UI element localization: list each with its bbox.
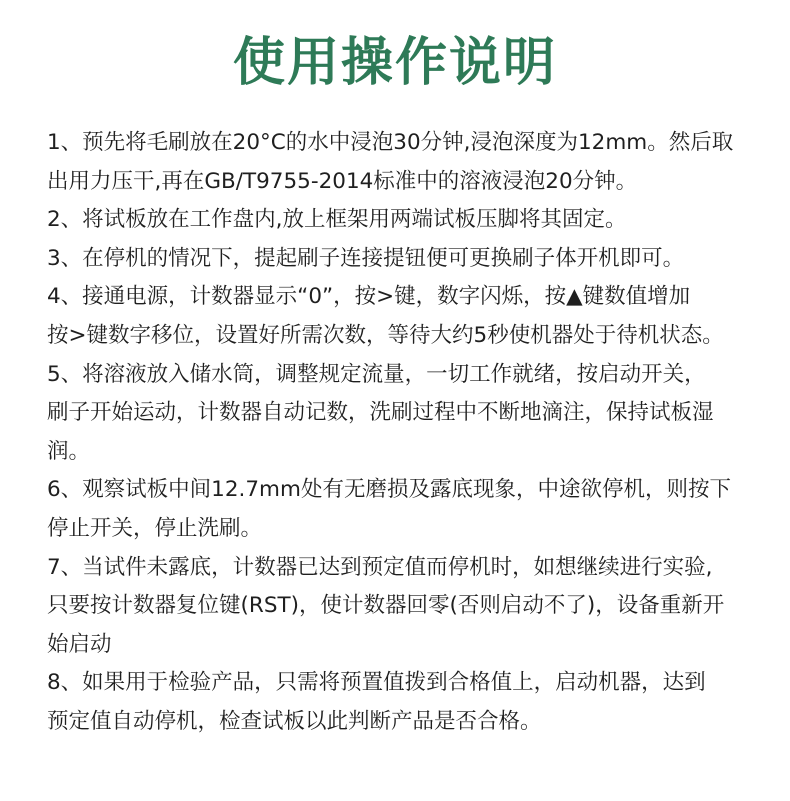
instruction-item-7 [47, 549, 753, 665]
instruction-line: 1、预先将毛刷放在20°C的水中浸泡30分钟,浸泡深度为12mm。然后取 [47, 130, 734, 155]
instruction-item-5 [47, 356, 753, 472]
instruction-item-2 [47, 201, 753, 240]
instruction-line: 始启动 [47, 631, 112, 657]
instruction-item-8 [47, 664, 753, 741]
instruction-line: 按>键数字移位，设置好所需次数，等待大约5秒使机器处于待机状态。 [47, 322, 724, 348]
instruction-line: 预定值自动停机，检查试板以此判断产品是否合格。 [47, 708, 542, 734]
instruction-line: 6、观察试板中间12.7mm处有无磨损及露底现象，中途欲停机，则按下 [47, 477, 731, 503]
instruction-item-1 [47, 124, 753, 201]
instruction-line: 7、当试件未露底，计数器已达到预定值而停机时，如想继续进行实验, [47, 554, 713, 580]
instruction-line: 4、接通电源，计数器显示“0”，按>键，数字闪烁，按▲键数值增加 [47, 284, 691, 310]
instruction-line: 停止开关，停止洗刷。 [47, 515, 263, 541]
instruction-item-4 [47, 278, 753, 355]
instruction-line: 5、将溶液放入储水筒，调整规定流量，一切工作就绪，按启动开关， [47, 361, 706, 387]
instruction-item-6 [47, 471, 753, 548]
page-title: 使用操作说明 [232, 33, 557, 93]
instruction-line: 2、将试板放在工作盘内,放上框架用两端试板压脚将其固定。 [47, 207, 627, 233]
instruction-line: 出用力压干,再在GB/T9755-2014标准中的溶液浸泡20分钟。 [47, 168, 638, 194]
instruction-line: 3、在停机的情况下，提起刷子连接提钮便可更换刷子体开机即可。 [47, 245, 685, 271]
instruction-list [47, 124, 753, 742]
instruction-line: 润。 [47, 438, 91, 464]
instruction-line: 8、如果用于检验产品，只需将预置值拨到合格值上，启动机器，达到 [47, 670, 706, 696]
instruction-line: 刷子开始运动，计数器自动记数，洗刷过程中不断地滴注，保持试板湿 [47, 400, 714, 426]
instruction-item-3 [47, 240, 753, 279]
instruction-line: 只要按计数器复位键(RST)，使计数器回零(否则启动不了)，设备重新开 [47, 593, 725, 619]
